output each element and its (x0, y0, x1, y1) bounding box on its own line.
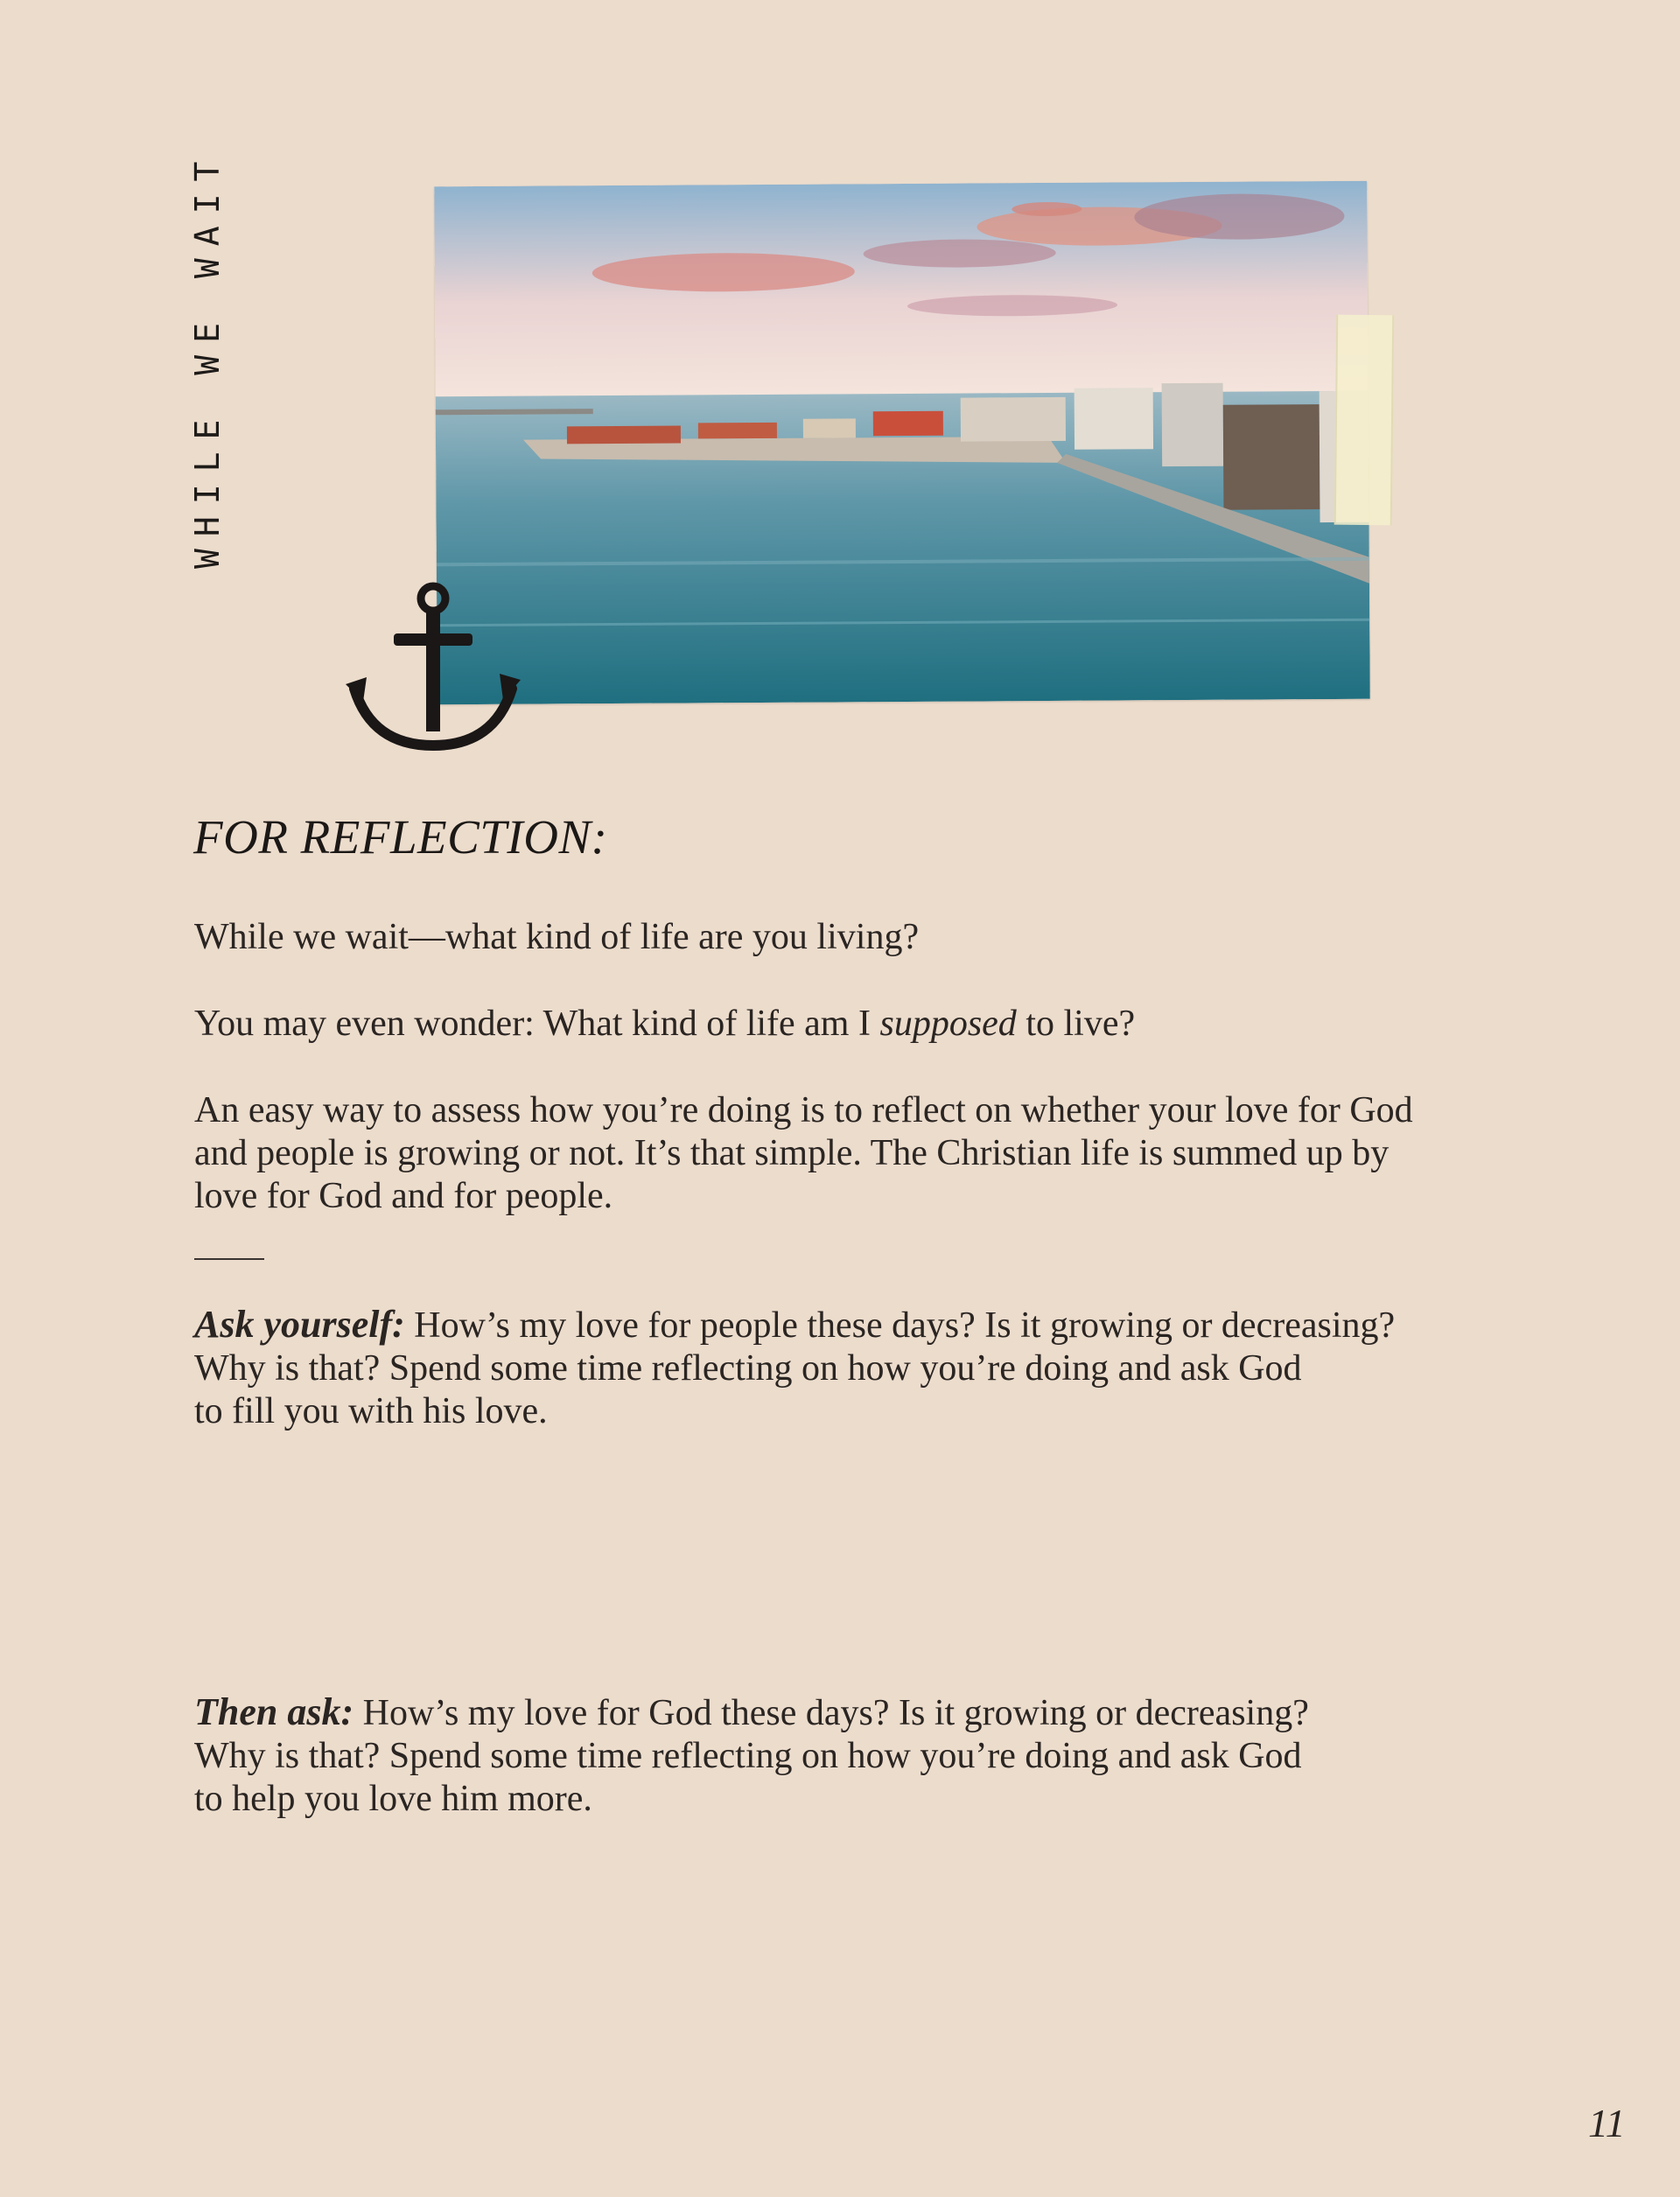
section-heading: FOR REFLECTION: (193, 810, 608, 864)
prompt-ask-yourself-lead: Ask yourself: (194, 1303, 405, 1346)
emphasis-supposed: supposed (879, 1004, 1017, 1044)
paragraph-wonder (194, 1003, 1524, 1046)
tape-strip (1334, 315, 1395, 526)
page-number: 11 (1588, 2101, 1626, 2145)
paragraph-wonder-start: You may even wonder: What kind of life am I (194, 1004, 880, 1044)
prompt-then-ask (194, 1690, 1524, 1821)
paragraph-assess-line: An easy way to assess how you’re doing is to reflect on whether your love for God (194, 1090, 1413, 1130)
paragraph-intro-text: While we wait—what kind of life are you living? (194, 917, 920, 957)
harbor-photo (434, 181, 1370, 705)
prompt-then-ask-line: How’s my love for God these days? Is it growing or decreasing? (354, 1693, 1309, 1733)
paragraph-assess (194, 1089, 1524, 1218)
prompt-ask-yourself-line: to fill you with his love. (194, 1391, 548, 1431)
prompt-ask-yourself-line: Why is that? Spend some time reflecting on how you’re doing and ask God (194, 1348, 1302, 1389)
prompt-then-ask-lead: Then ask: (194, 1690, 354, 1733)
prompt-ask-yourself (194, 1303, 1524, 1433)
prompt-ask-yourself-line: How’s my love for people these days? Is it growing or decreasing? (404, 1305, 1396, 1346)
prompt-then-ask-line: to help you love him more. (194, 1779, 592, 1819)
anchor-icon (346, 579, 521, 758)
side-label: WHILE WE WAIT (188, 149, 227, 569)
prompt-then-ask-line: Why is that? Spend some time reflecting on how you’re doing and ask God (194, 1736, 1302, 1776)
paragraph-assess-line: love for God and for people. (194, 1176, 613, 1216)
paragraph-intro (194, 916, 1524, 959)
paragraph-assess-line: and people is growing or not. It’s that simple. The Christian life is summed up by (194, 1133, 1390, 1173)
paragraph-wonder-end: to live? (1016, 1004, 1136, 1044)
divider-line (194, 1258, 264, 1260)
